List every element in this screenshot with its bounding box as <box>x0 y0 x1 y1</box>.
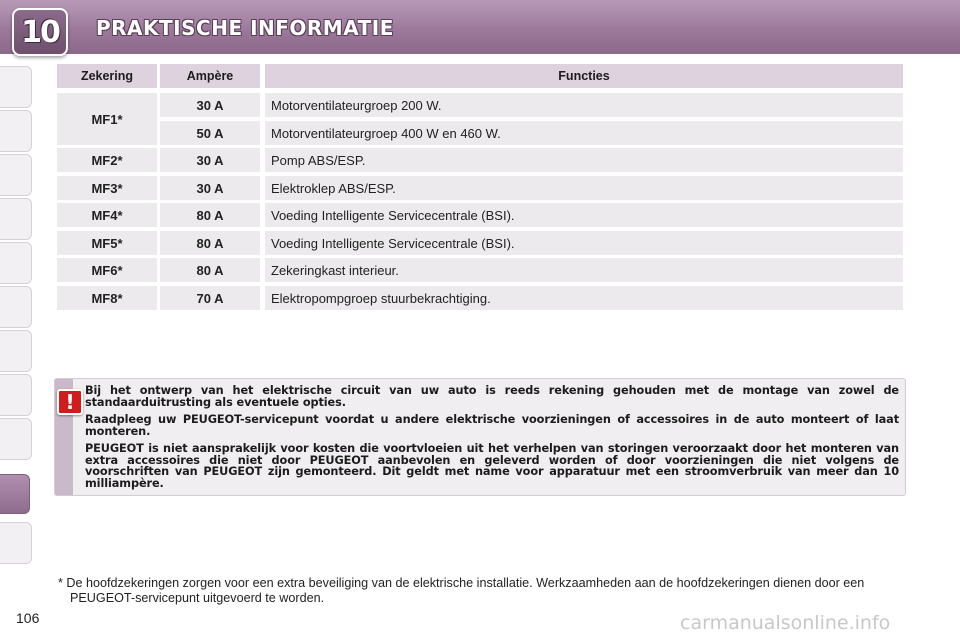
amp-cell: 80 A <box>160 231 260 255</box>
table-row <box>57 148 903 172</box>
header-functions: Functies <box>265 64 903 88</box>
table-row <box>57 258 903 282</box>
warning-paragraph-consult: Raadpleeg uw PEUGEOT-servicepunt voordat u andere elektrische voorzieningen of accessoires in de auto monteert of laat monteren. <box>85 413 899 438</box>
fuse-cell: MF8* <box>57 286 157 310</box>
warning-paragraph-design: Bij het ontwerp van het elektrische circuit van uw auto is reeds rekening gehouden met de montage van zowel de standaarduitrusting als eventuele opties. <box>85 384 899 409</box>
fuse-cell: MF5* <box>57 231 157 255</box>
warning-text <box>85 385 899 495</box>
function-cell: Motorventilateurgroep 400 W en 460 W. <box>265 121 903 145</box>
fuse-cell: MF6* <box>57 258 157 282</box>
fuse-cell: MF4* <box>57 203 157 227</box>
amp-cell: 80 A <box>160 258 260 282</box>
amp-cell: 30 A <box>160 148 260 172</box>
chapter-tab-4[interactable] <box>0 198 32 240</box>
warning-icon <box>57 389 83 415</box>
page-title: PRAKTISCHE INFORMATIE <box>96 16 394 40</box>
exclamation-icon: ! <box>65 390 75 414</box>
chapter-tab-8[interactable] <box>0 374 32 416</box>
function-cell: Zekeringkast interieur. <box>265 258 903 282</box>
chapter-tab-9[interactable] <box>0 418 32 460</box>
amp-cell: 30 A <box>160 93 260 117</box>
fuse-cell-mf1: MF1* <box>57 93 157 145</box>
fuse-cell: MF2* <box>57 148 157 172</box>
amp-cell: 70 A <box>160 286 260 310</box>
table-row <box>57 203 903 227</box>
chapter-tab-11[interactable] <box>0 522 32 564</box>
table-row <box>57 286 903 310</box>
function-cell: Elektropompgroep stuurbekrachtiging. <box>265 286 903 310</box>
table-row <box>57 231 903 255</box>
chapter-badge <box>12 8 68 56</box>
warning-box <box>54 378 906 496</box>
chapter-tab-5[interactable] <box>0 242 32 284</box>
function-cell: Voeding Intelligente Servicecentrale (BSI). <box>265 203 903 227</box>
page-number: 106 <box>16 610 40 626</box>
chapter-tab-3[interactable] <box>0 154 32 196</box>
table-row <box>57 93 903 117</box>
fuse-cell: MF3* <box>57 176 157 200</box>
table-row <box>57 176 903 200</box>
function-cell: Motorventilateurgroep 200 W. <box>265 93 903 117</box>
function-cell: Voeding Intelligente Servicecentrale (BSI). <box>265 231 903 255</box>
chapter-tab-6[interactable] <box>0 286 32 328</box>
amp-cell: 80 A <box>160 203 260 227</box>
chapter-tab-10-active[interactable] <box>0 474 30 514</box>
header-fuse: Zekering <box>57 64 157 88</box>
amp-cell: 50 A <box>160 121 260 145</box>
chapter-tab-7[interactable] <box>0 330 32 372</box>
footnote: * De hoofdzekeringen zorgen voor een extra beveiliging van de elektrische installatie. Werkzaamheden aan de hoofdzekeringen dienen door een PEUGEOT-servicepunt uitgevoerd te worden. <box>58 576 865 605</box>
warning-paragraph-liability: PEUGEOT is niet aansprakelijk voor kosten die voortvloeien uit het verhelpen van storingen veroorzaakt door het monteren van extra accessoires die niet door PEUGEOT aanbevolen en geleverd worden of door voorzieningen die niet volgens de voorschriften van PEUGEOT zijn gemonteerd. Dit geldt met name voor apparatuur met een stroomverbruik van meer dan 10 milliampère. <box>85 442 899 490</box>
chapter-tab-1[interactable] <box>0 66 32 108</box>
table-row <box>57 121 903 145</box>
watermark: carmanualsonline.info <box>680 612 891 634</box>
chapter-number: 10 <box>21 14 59 50</box>
function-cell: Elektroklep ABS/ESP. <box>265 176 903 200</box>
header-amp: Ampère <box>160 64 260 88</box>
chapter-tab-2[interactable] <box>0 110 32 152</box>
chapter-tab-strip <box>0 60 34 580</box>
amp-cell: 30 A <box>160 176 260 200</box>
function-cell: Pomp ABS/ESP. <box>265 148 903 172</box>
